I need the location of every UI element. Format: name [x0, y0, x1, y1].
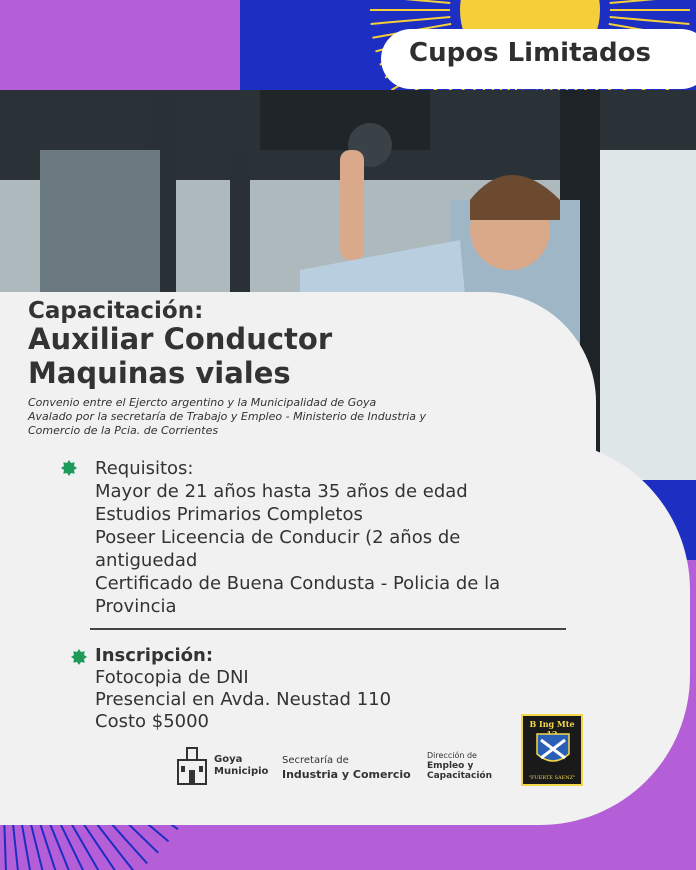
badge-top-text: B Ing Mte — [529, 719, 575, 729]
requisitos-section — [95, 457, 545, 618]
inscripcion-heading: Inscripción: — [95, 645, 214, 666]
batallon-badge — [521, 714, 583, 786]
goya-logo-text — [214, 754, 268, 778]
convenio-text — [28, 396, 488, 438]
inscripcion-item: Fotocopia de DNI — [95, 667, 249, 688]
empleo-line: Empleo y — [427, 761, 474, 771]
shield-icon — [533, 732, 573, 768]
divider — [90, 628, 566, 630]
secretaria-logo-text — [282, 754, 411, 782]
title-course-line1: Auxiliar Conductor — [28, 322, 333, 356]
badge-bottom-text: "FUERTE SAENZ" — [528, 775, 576, 781]
title-capacitacion: Capacitación: — [28, 298, 204, 324]
goya-logo-icon — [176, 744, 208, 786]
bullet-icon — [61, 460, 77, 476]
goya-line: Municipio — [214, 766, 269, 777]
secretaria-line: Secretaría de — [282, 755, 349, 766]
inscripcion-item: Costo $5000 — [95, 711, 210, 732]
inscripcion-item: Presencial en Avda. Neustad 110 — [95, 689, 392, 710]
title-course-line2: Maquinas viales — [28, 356, 291, 390]
empleo-line: Dirección de — [427, 751, 477, 760]
inscripcion-section — [95, 645, 391, 733]
convenio-line: Avalado por la secretaría de Trabajo y Empleo - Ministerio de Industria y — [28, 410, 427, 423]
requisitos-heading: Requisitos: — [95, 458, 194, 479]
empleo-logo-text — [427, 751, 492, 781]
requisito-item: Poseer Liceencia de Conducir (2 años de antiguedad — [95, 527, 461, 571]
requisito-item: Estudios Primarios Completos — [95, 504, 363, 525]
cupos-label: Cupos Limitados — [409, 38, 651, 68]
empleo-line: Capacitación — [427, 771, 492, 781]
bullet-icon — [71, 649, 87, 665]
convenio-line: Convenio entre el Ejercto argentino y la Municipalidad de Goya — [28, 396, 377, 409]
requisito-item: Certificado de Buena Condusta - Policia de la Provincia — [95, 573, 501, 617]
secretaria-line: Industria y Comercio — [282, 768, 411, 781]
goya-line: Goya — [214, 754, 243, 765]
requisito-item: Mayor de 21 años hasta 35 años de edad — [95, 481, 468, 502]
convenio-line: Comercio de la Pcia. de Corrientes — [28, 424, 219, 437]
